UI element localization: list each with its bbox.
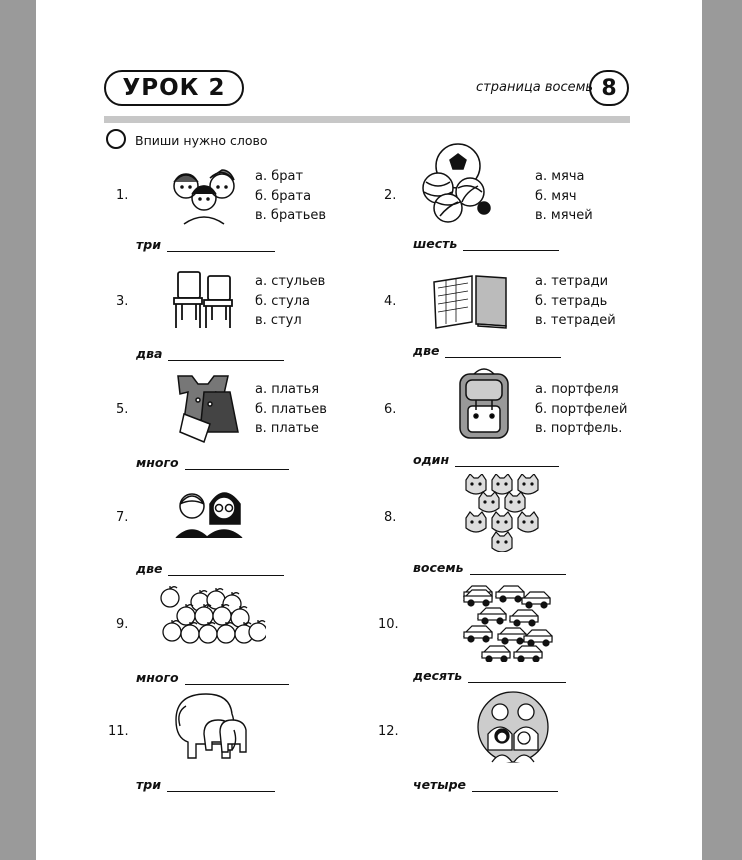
option-b: б. стула [255, 293, 310, 309]
option-a: а. портфеля [535, 382, 619, 397]
exercise-number: 12. [378, 724, 399, 739]
option-b: б. брата [255, 188, 312, 204]
lesson-title: УРОК 2 [122, 75, 226, 101]
option-a: а. стульев [255, 274, 326, 289]
option-b: б. мяч [535, 188, 577, 204]
exercise-number: 10. [378, 617, 399, 632]
answer-line[interactable] [455, 454, 559, 467]
options-list [535, 380, 627, 439]
backpack-icon [456, 366, 512, 442]
answer-row [413, 452, 559, 467]
exercise-number: 7. [116, 510, 129, 525]
answer-row [136, 561, 284, 576]
answer-line[interactable] [168, 348, 284, 361]
option-b: б. тетрадь [535, 293, 608, 309]
lesson-title-box [104, 70, 244, 106]
answer-line[interactable] [167, 239, 275, 252]
answer-line[interactable] [167, 779, 275, 792]
exercise-number: 5. [116, 402, 129, 417]
answer-prefix: один [413, 452, 450, 467]
notebooks-icon [432, 268, 512, 330]
options-list [255, 380, 327, 439]
option-c: в. портфель. [535, 421, 623, 436]
chairs-icon [170, 270, 240, 330]
options-list [535, 167, 593, 226]
answer-prefix: восемь [413, 560, 464, 575]
answer-line[interactable] [468, 670, 566, 683]
answer-line[interactable] [472, 779, 558, 792]
answer-row [136, 777, 275, 792]
brothers-icon [164, 164, 244, 226]
elephants-icon [170, 690, 250, 762]
page-number: 8 [589, 70, 629, 106]
answer-prefix: много [136, 455, 179, 470]
answer-prefix: две [136, 561, 163, 576]
option-c: в. мячей [535, 208, 593, 223]
exercise-number: 9. [116, 617, 129, 632]
answer-row [136, 670, 289, 685]
apples-icon [160, 586, 266, 648]
answer-row [136, 455, 289, 470]
cats-icon [464, 474, 540, 552]
option-a: а. брат [255, 169, 304, 184]
exercise-number: 4. [384, 294, 397, 309]
option-c: в. платье [255, 421, 319, 436]
options-list [255, 272, 325, 331]
option-a: а. мяча [535, 169, 585, 184]
answer-row [136, 237, 275, 252]
answer-prefix: три [136, 237, 161, 252]
cars-icon [462, 582, 554, 662]
dresses-icon [168, 370, 248, 448]
answer-row [413, 343, 561, 358]
family-icon [476, 690, 550, 764]
answer-prefix: много [136, 670, 179, 685]
answer-line[interactable] [185, 672, 289, 685]
answer-prefix: два [136, 346, 163, 361]
option-c: в. стул [255, 313, 302, 328]
options-list [255, 167, 326, 226]
answer-line[interactable] [445, 345, 561, 358]
option-b: б. платьев [255, 401, 327, 417]
option-c: в. тетрадей [535, 313, 616, 328]
option-a: а. платья [255, 382, 320, 397]
answer-prefix: шесть [413, 236, 458, 251]
option-a: а. тетради [535, 274, 609, 289]
answer-line[interactable] [185, 457, 289, 470]
answer-row [413, 668, 566, 683]
exercise-number: 2. [384, 188, 397, 203]
exercise-number: 6. [384, 402, 397, 417]
answer-prefix: три [136, 777, 161, 792]
exercise-number: 8. [384, 510, 397, 525]
options-list [535, 272, 616, 331]
exercise-number: 11. [108, 724, 129, 739]
balls-icon [418, 142, 496, 224]
girls-icon [172, 484, 244, 538]
worksheet-page [36, 0, 702, 860]
answer-prefix: десять [413, 668, 463, 683]
page-label: страница восемь [476, 80, 594, 95]
answer-prefix: четыре [413, 777, 467, 792]
header-divider [104, 116, 630, 123]
exercise-number: 1. [116, 188, 129, 203]
instruction-circle-icon [106, 129, 126, 149]
answer-row [136, 346, 284, 361]
answer-row [413, 560, 566, 575]
answer-line[interactable] [463, 238, 559, 251]
exercise-number: 3. [116, 294, 129, 309]
answer-row [413, 236, 559, 251]
option-b: б. портфелей [535, 401, 628, 417]
answer-line[interactable] [168, 563, 284, 576]
answer-line[interactable] [470, 562, 566, 575]
instruction-text: Впиши нужно слово [135, 133, 268, 148]
answer-row [413, 777, 558, 792]
answer-prefix: две [413, 343, 440, 358]
option-c: в. братьев [255, 208, 327, 223]
